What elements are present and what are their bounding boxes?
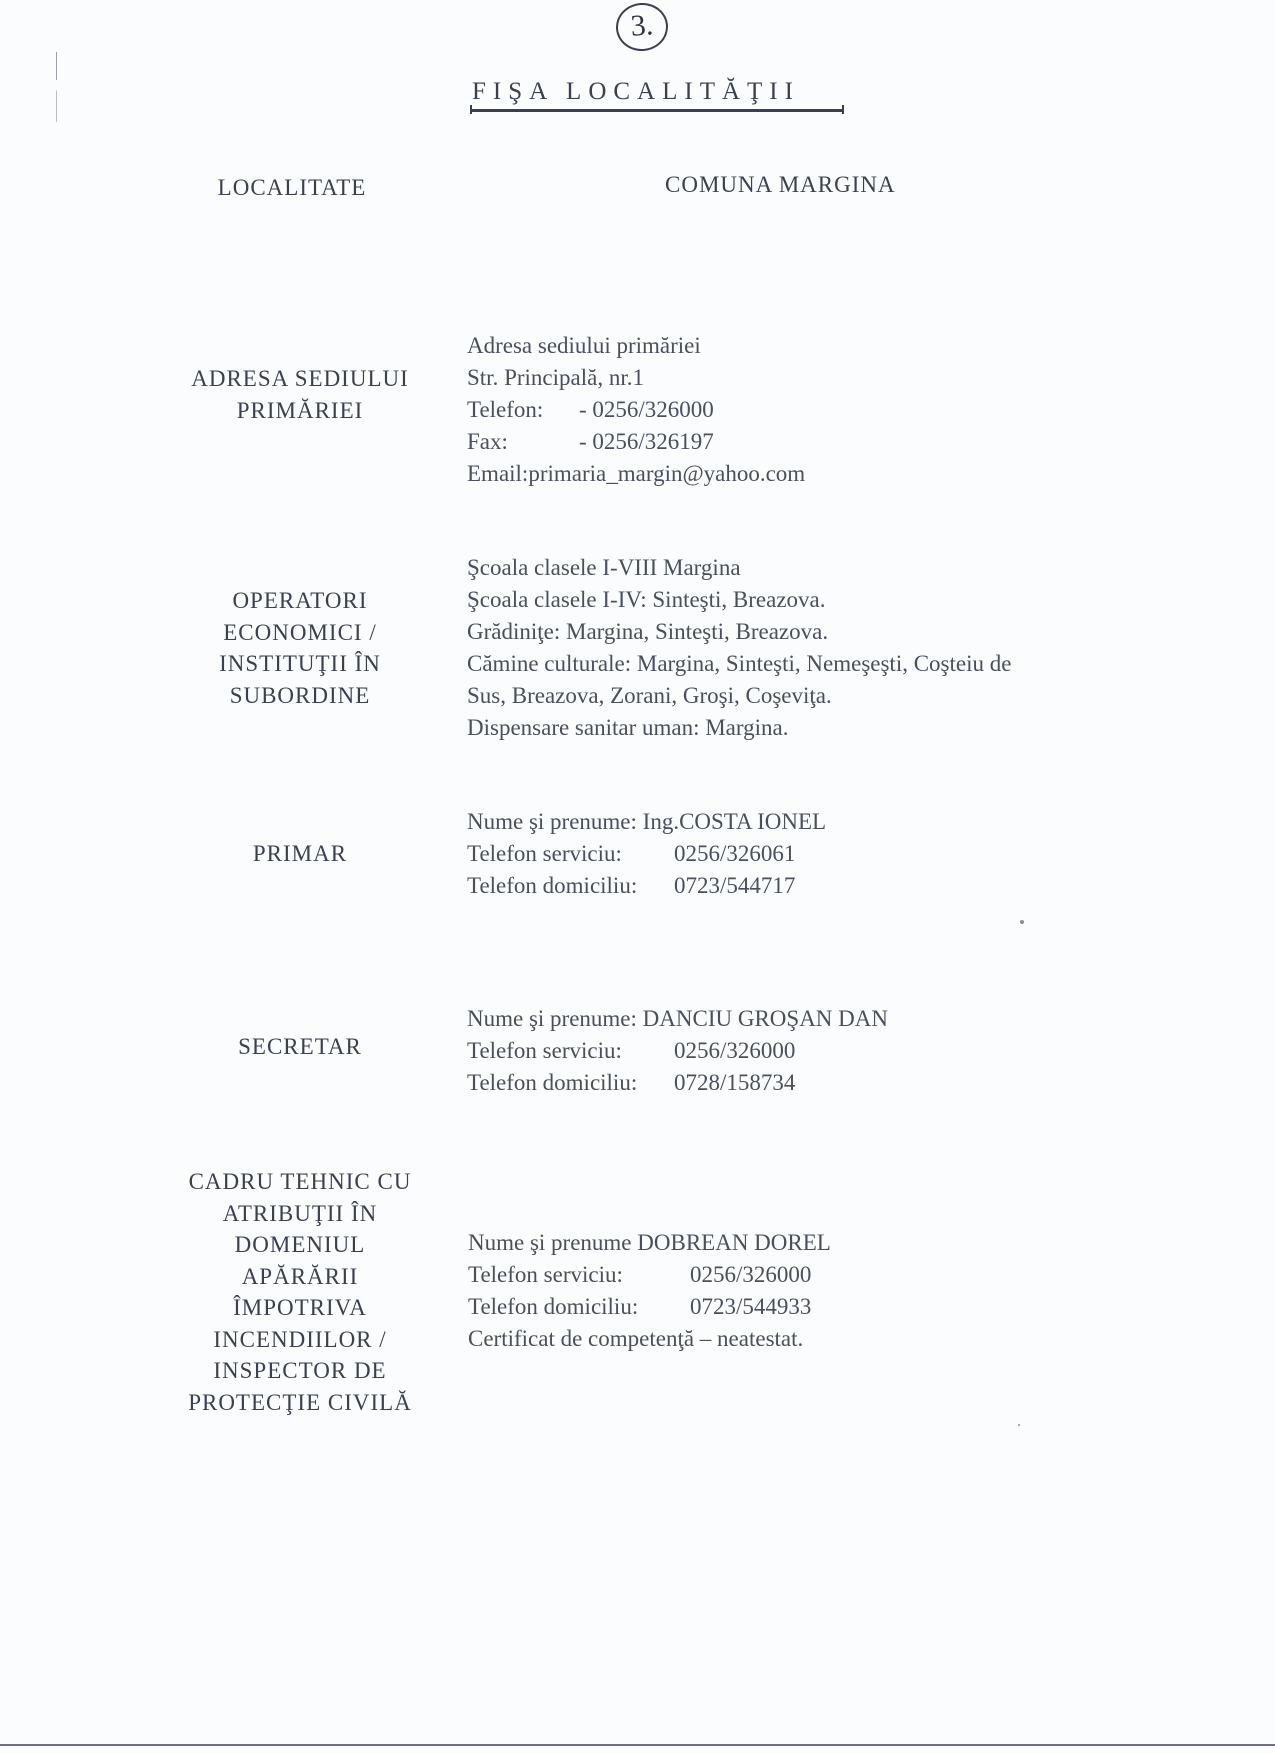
- phone-label: Telefon:: [467, 397, 544, 422]
- primar-service-value: 0256/326061: [674, 841, 796, 866]
- secretar-block: [467, 1003, 888, 1099]
- primar-block: [467, 806, 826, 902]
- cadru-home-value: 0723/544933: [690, 1294, 812, 1319]
- operatori-line-2: Şcoala clasele I-IV: Sinteşti, Breazova.: [467, 587, 826, 612]
- secretar-home-value: 0728/158734: [674, 1070, 796, 1095]
- operatori-label-line-2: ECONOMICI /: [223, 619, 377, 645]
- scan-speck: [1020, 920, 1024, 924]
- fax-label: Fax:: [467, 429, 508, 454]
- cadru-name-row: [468, 1227, 831, 1259]
- secretar-name-value: DANCIU GROŞAN DAN: [642, 1006, 888, 1031]
- primar-service-label: Telefon serviciu:: [467, 841, 622, 866]
- operatori-label-line-1: OPERATORI: [232, 588, 368, 613]
- adresa-label-line-2: PRIMĂRIEI: [236, 397, 364, 423]
- operatori-line-6: Dispensare sanitar uman: Margina.: [467, 715, 789, 740]
- operatori-line-3: Grădiniţe: Margina, Sinteşti, Breazova.: [467, 619, 829, 644]
- primar-home-value: 0723/544717: [674, 873, 796, 898]
- scan-speck: [1018, 1424, 1020, 1426]
- operatori-line-4: Cămine culturale: Margina, Sinteşti, Nemeşeşti, Coşteiu de: [467, 651, 1012, 676]
- title-underline-right-tick: [842, 105, 844, 114]
- adresa-email: Email:primaria_margin@yahoo.com: [467, 461, 806, 486]
- adresa-phone-row: [467, 394, 805, 426]
- primar-label: PRIMAR: [252, 841, 348, 866]
- operatori-line-1: Şcoala clasele I-VIII Margina: [467, 555, 741, 580]
- cadru-label-line-7: INSPECTOR DE: [213, 1358, 387, 1383]
- cadru-home-label: Telefon domiciliu:: [468, 1294, 639, 1319]
- primar-home-row: [467, 870, 826, 902]
- operatori-label-line-4: SUBORDINE: [229, 682, 371, 708]
- cadru-label-line-4: APĂRĂRII: [241, 1263, 359, 1289]
- secretar-name-label: Nume şi prenume:: [467, 1006, 637, 1031]
- secretar-service-value: 0256/326000: [674, 1038, 796, 1063]
- secretar-home-label: Telefon domiciliu:: [467, 1070, 638, 1095]
- cadru-service-value: 0256/326000: [690, 1262, 812, 1287]
- operatori-block: [467, 552, 1011, 744]
- cadru-service-row: [468, 1259, 831, 1291]
- operatori-label-line-3: INSTITUŢII ÎN: [219, 651, 381, 676]
- primar-service-row: [467, 838, 826, 870]
- primar-name-value: Ing.COSTA IONEL: [642, 809, 827, 834]
- cadru-label-line-1: CADRU TEHNIC CU: [188, 1169, 412, 1194]
- adresa-street: Str. Principală, nr.1: [467, 365, 644, 390]
- adresa-block: [467, 330, 805, 490]
- adresa-label: [135, 363, 465, 426]
- fax-value: - 0256/326197: [579, 429, 714, 454]
- title-underline: [470, 109, 844, 112]
- adresa-heading: Adresa sediului primăriei: [467, 333, 701, 358]
- adresa-fax-row: [467, 426, 805, 458]
- primar-home-label: Telefon domiciliu:: [467, 873, 638, 898]
- localitate-value: COMUNA MARGINA: [665, 172, 896, 197]
- page-number: 3.: [614, 1, 669, 53]
- primar-name-label: Nume şi prenume:: [467, 809, 637, 834]
- secretar-home-row: [467, 1067, 888, 1099]
- secretar-service-row: [467, 1035, 888, 1067]
- operatori-label: [135, 585, 465, 711]
- secretar-label: SECRETAR: [238, 1034, 362, 1059]
- cadru-label-line-6: INCENDIILOR /: [213, 1326, 387, 1352]
- cadru-tehnic-block: [468, 1227, 831, 1355]
- cadru-label-line-8: PROTECŢIE CIVILĂ: [188, 1389, 412, 1415]
- secretar-name-row: [467, 1003, 888, 1035]
- cadru-tehnic-label: [135, 1166, 465, 1418]
- primar-name-row: [467, 806, 826, 838]
- cadru-label-line-3: DOMENIUL: [234, 1232, 366, 1257]
- operatori-line-5: Sus, Breazova, Zorani, Groşi, Coşeviţa.: [467, 683, 832, 708]
- cadru-name-label: Nume şi prenume: [468, 1230, 632, 1255]
- cadru-certificate: Certificat de competenţă – neatestat.: [468, 1326, 804, 1351]
- title-underline-left-tick: [470, 105, 472, 114]
- document-title: FIŞA LOCALITĂŢII: [472, 78, 800, 105]
- cadru-label-line-5: ÎMPOTRIVA: [233, 1295, 367, 1320]
- secretar-service-label: Telefon serviciu:: [467, 1038, 622, 1063]
- cadru-home-row: [468, 1291, 831, 1323]
- phone-value: - 0256/326000: [579, 397, 714, 422]
- adresa-label-line-1: ADRESA SEDIULUI: [191, 366, 409, 391]
- cadru-name-value: DOBREAN DOREL: [637, 1230, 831, 1255]
- cadru-service-label: Telefon serviciu:: [468, 1262, 623, 1287]
- cadru-label-line-2: ATRIBUŢII ÎN: [222, 1200, 378, 1226]
- localitate-label: LOCALITATE: [217, 175, 367, 200]
- left-margin-mark: [56, 52, 57, 122]
- page-bottom-edge: [0, 1744, 1275, 1746]
